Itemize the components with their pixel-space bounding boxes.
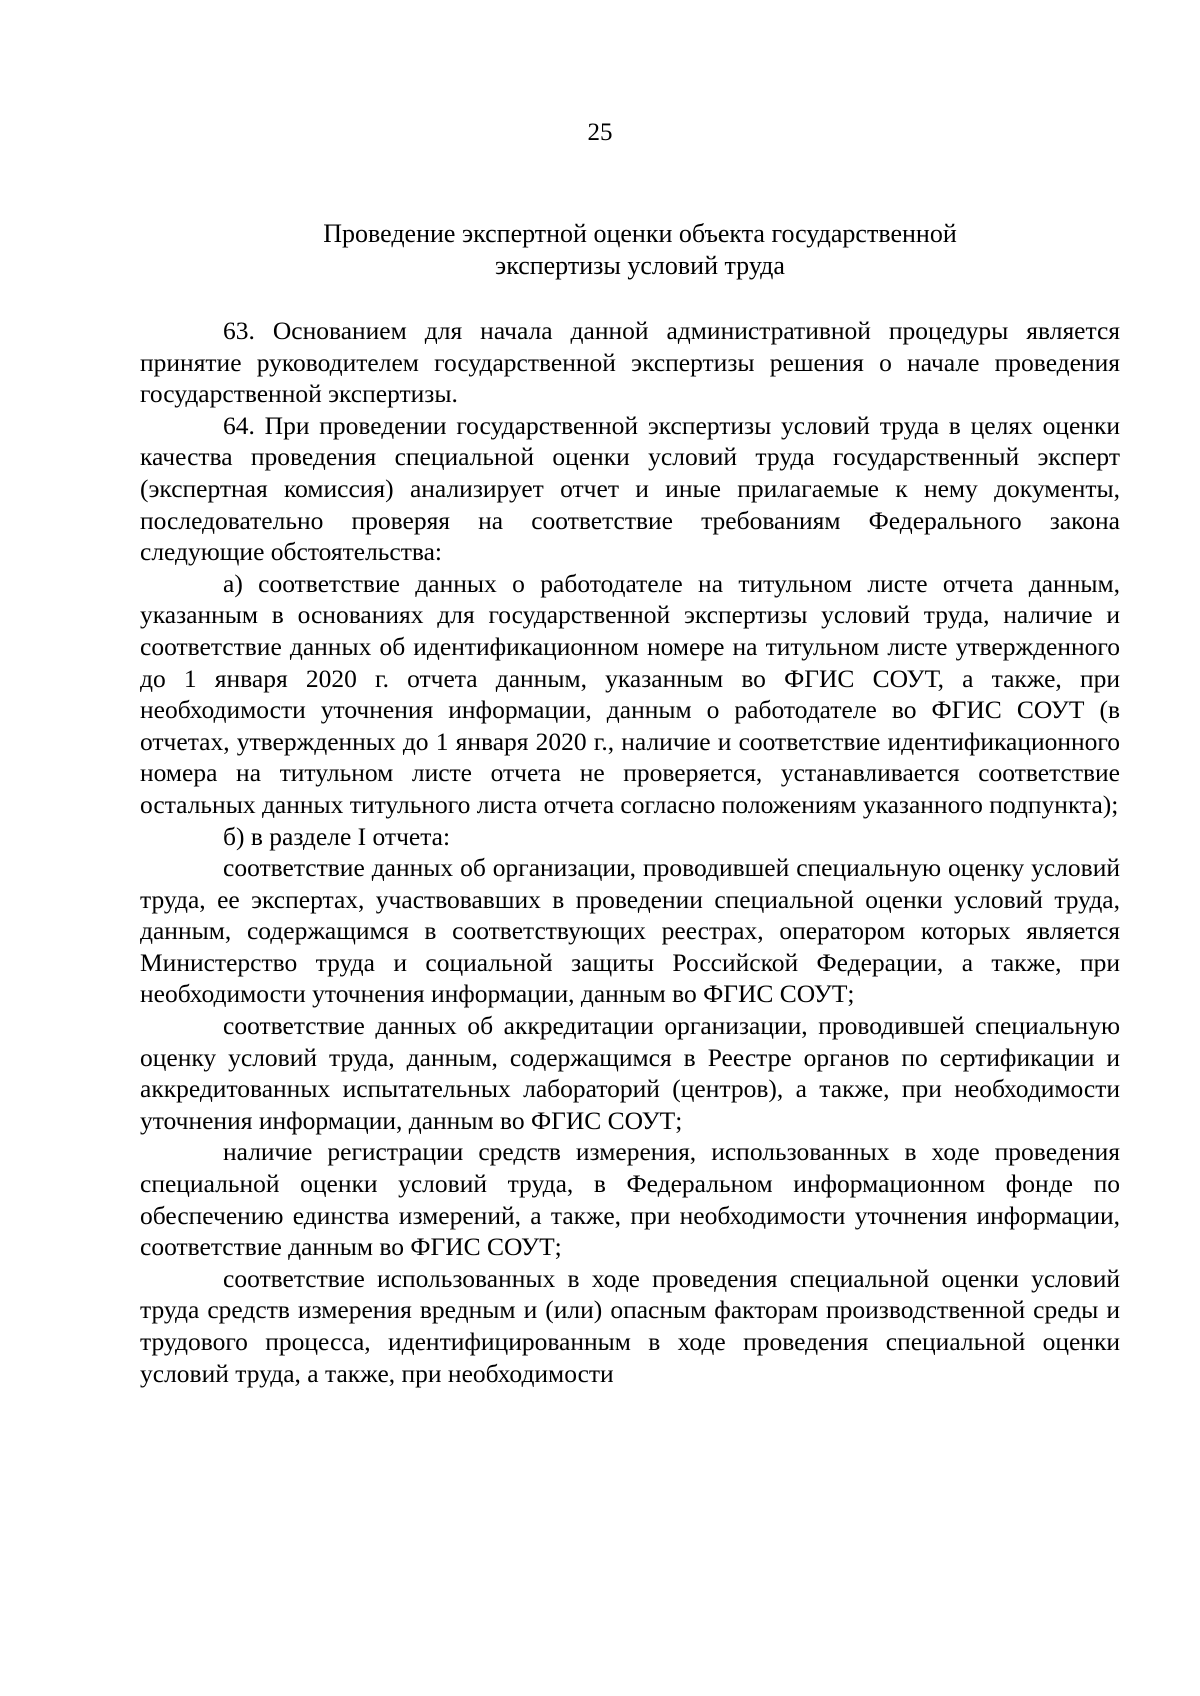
section-title-line-1: Проведение экспертной оценки объекта государственной (323, 219, 957, 248)
paragraph-64: 64. При проведении государственной экспертизы условий труда в целях оценки качества проведения специальной оценки условий труда государственный эксперт (экспертная комиссия) анализирует отчет и иные прилагаемые к нему документы, последовательно проверяя на соответствие требованиям Федерального закона следующие обстоятельства: (140, 410, 1120, 567)
document-body (140, 315, 1120, 1389)
list-item: наличие регистрации средств измерения, использованных в ходе проведения специальной оценки условий труда, в Федеральном информационном фонде по обеспечению единства измерений, а также, при необходимости уточнения информации, соответствие данным во ФГИС СОУТ; (140, 1137, 1120, 1262)
list-item: соответствие использованных в ходе проведения специальной оценки условий труда средств измерения вредным и (или) опасным факторам производственной среды и трудового процесса, идентифицированным в ходе проведения специальной оценки условий труда, а также, при необходимости (140, 1263, 1120, 1388)
section-title-line-2: экспертизы условий труда (495, 251, 785, 280)
subparagraph-a: а) соответствие данных о работодателе на титульном листе отчета данным, указанным в основаниях для государственной экспертизы условий труда, наличие и соответствие данных об идентификационном номере на титульном листе утвержденного до 1 января 2020 г. отчета данным, указанным во ФГИС СОУТ, а также, при необходимости уточнения информации, данным о работодателе во ФГИС СОУТ (в отчетах, утвержденных до 1 января 2020 г., наличие и соответствие идентификационного номера на титульном листе отчета не проверяется, устанавливается соответствие остальных данных титульного листа отчета согласно положениям указанного подпункта); (140, 568, 1120, 819)
paragraph-63: 63. Основанием для начала данной административной процедуры является принятие руководителем государственной экспертизы решения о начале проведения государственной экспертизы. (140, 316, 1120, 409)
list-item: соответствие данных об организации, проводившей специальную оценку условий труда, ее экспертах, участвовавших в проведении специальной оценки условий труда, данным, содержащимся в соответствующих реестрах, оператором которых является Министерство труда и социальной защиты Российской Федерации, а также, при необходимости уточнения информации, данным во ФГИС СОУТ; (140, 853, 1120, 1009)
subparagraph-b: б) в разделе I отчета: (223, 821, 451, 851)
list-item: соответствие данных об аккредитации организации, проводившей специальную оценку условий труда, данным, содержащимся в Реестре органов по сертификации и аккредитованных испытательных лабораторий (центров), а также, при необходимости уточнения информации, данным во ФГИС СОУТ; (140, 1011, 1120, 1135)
page-number: 25 (587, 119, 613, 146)
section-title (140, 218, 1140, 282)
